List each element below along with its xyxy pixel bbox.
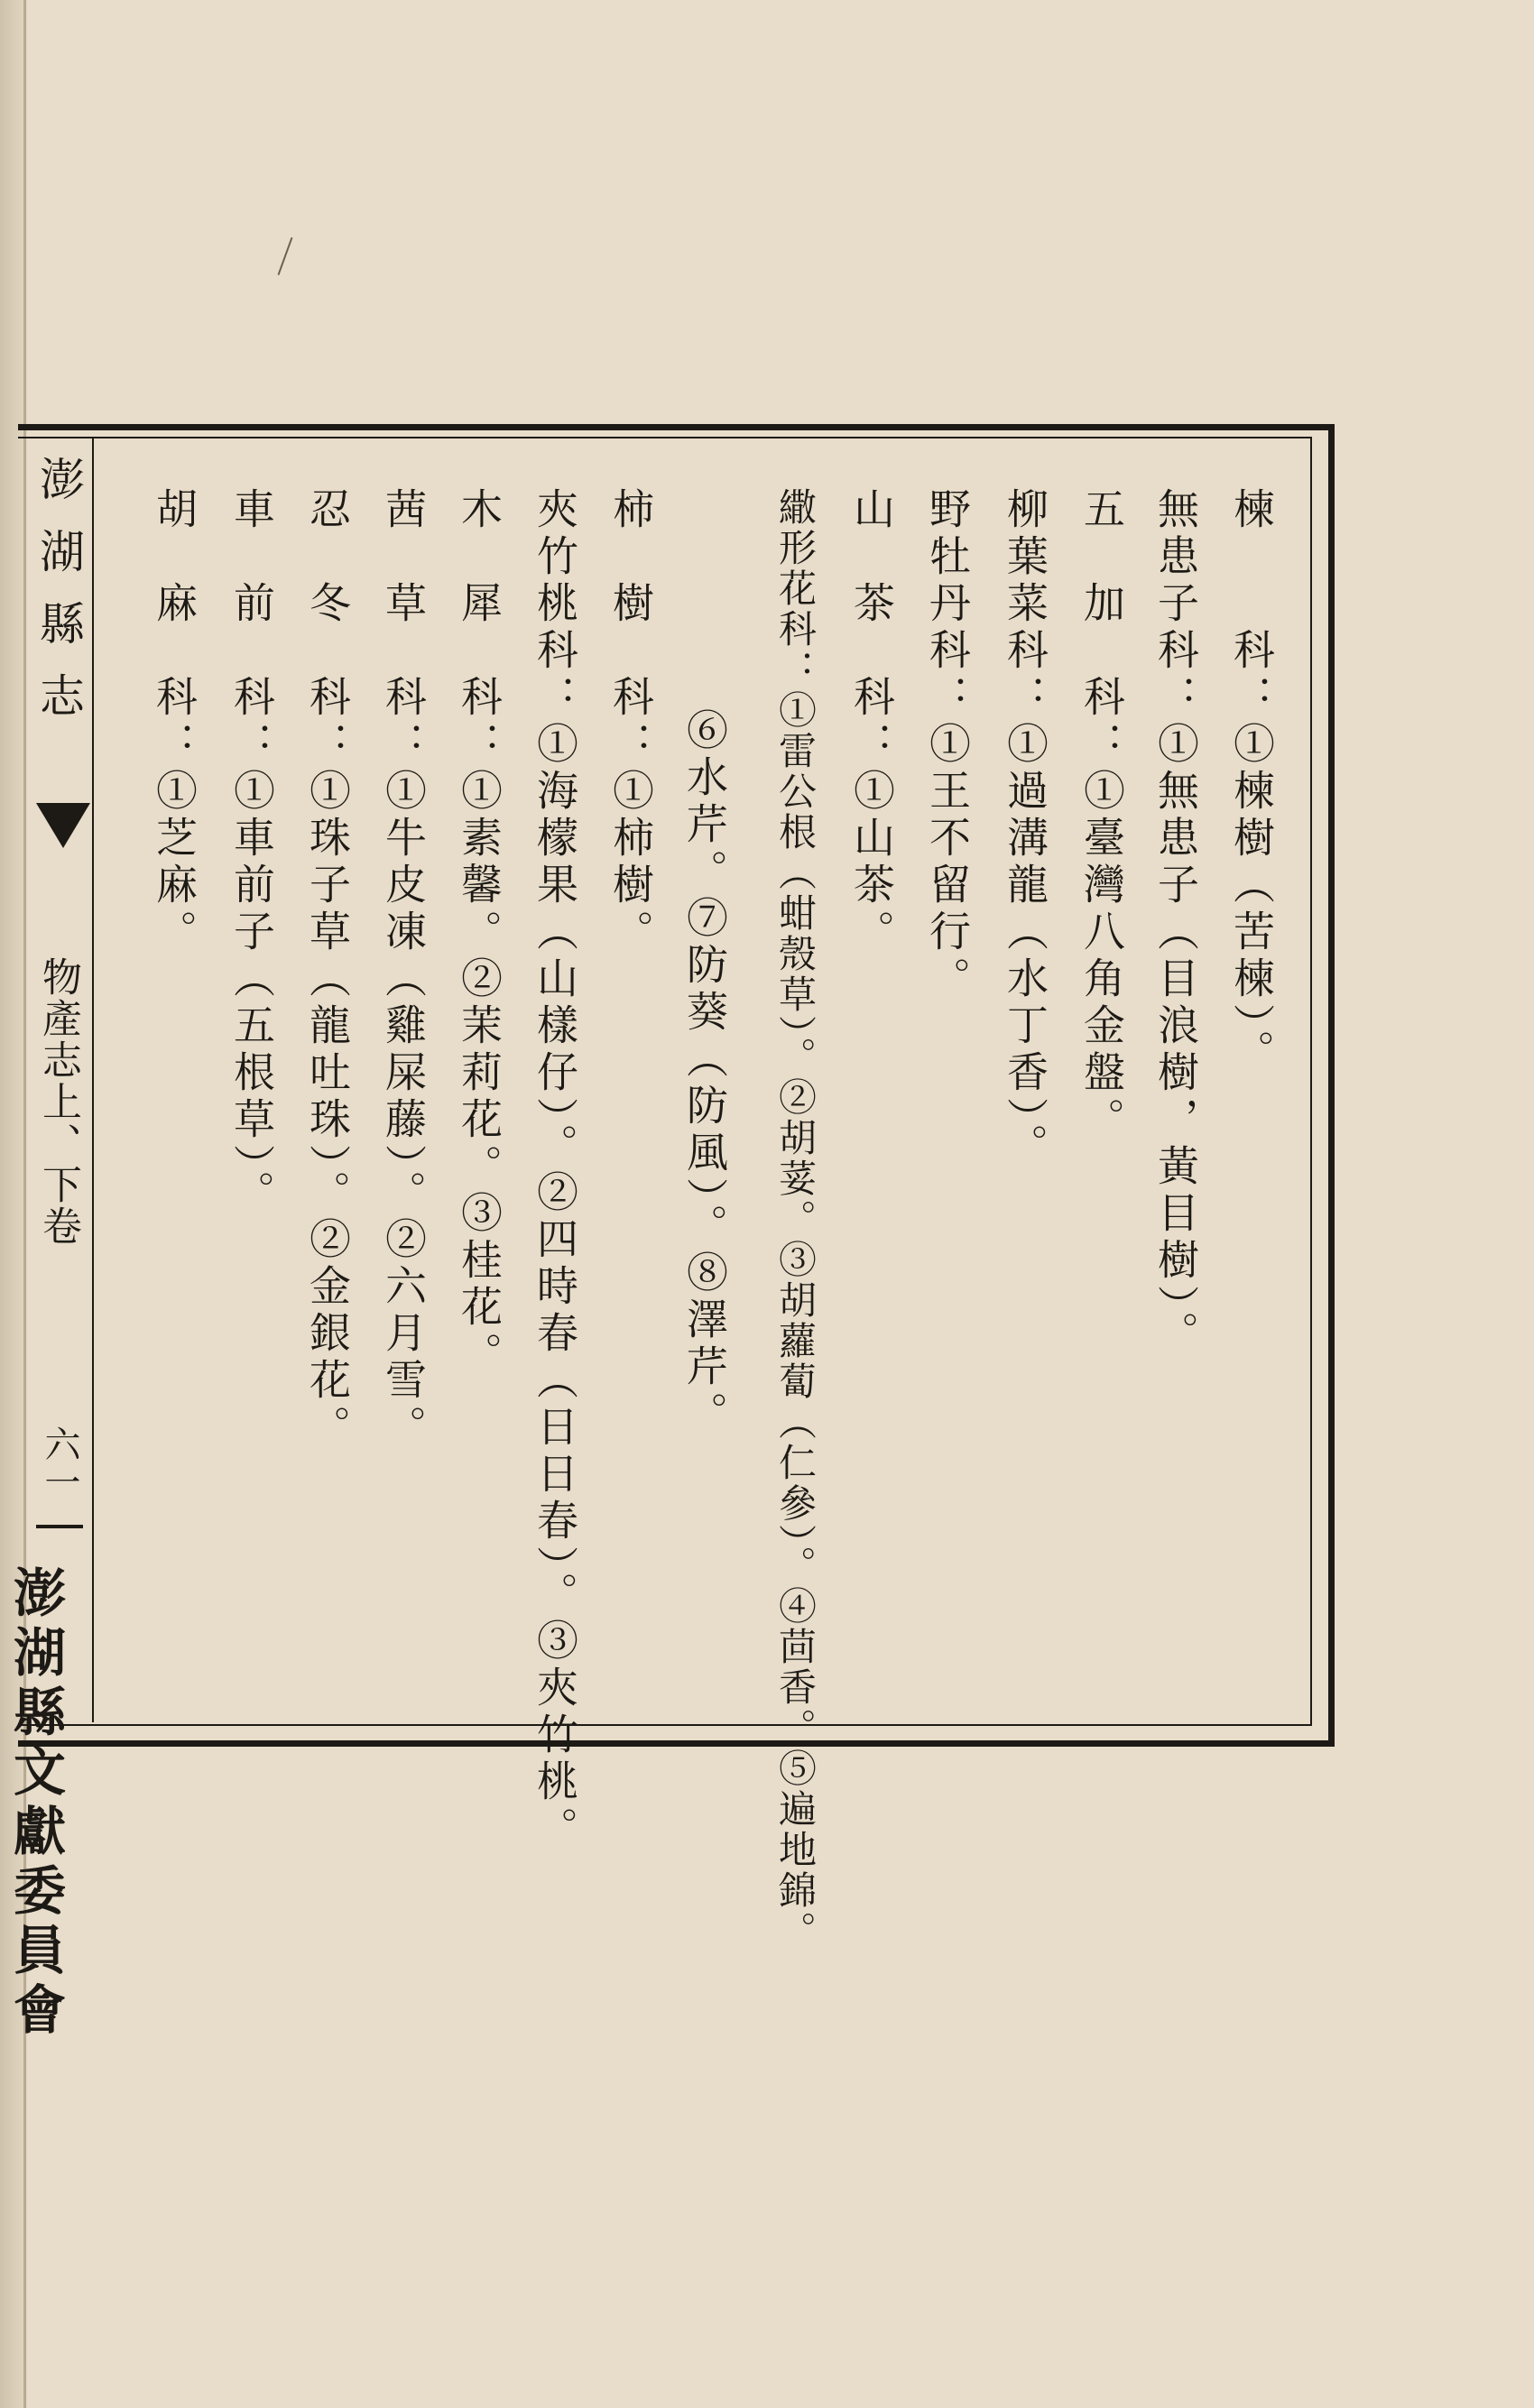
margin-rule — [92, 437, 94, 1722]
text-column: 五 加 科：①臺灣八角金盤。 — [1077, 487, 1126, 1144]
text-column: 車 前 科：①車前子（五根草）。 — [227, 487, 276, 1217]
page-number: 六一 — [39, 1425, 80, 1501]
stray-mark — [278, 237, 293, 275]
text-column: 柿 樹 科：①柿樹。 — [606, 487, 655, 956]
text-column: 無患子科：①無患子（目浪樹，黃目樹）。 — [1151, 487, 1200, 1358]
text-column: 茜 草 科：①牛皮凍（雞屎藤）。②六月雪。 — [379, 487, 428, 1452]
text-column: 山 茶 科：①山茶。 — [847, 487, 896, 956]
book-title: 澎湖縣志 — [32, 456, 85, 744]
text-column-continuation: ⑥水芹。⑦防葵（防風）。⑧澤芹。 — [680, 708, 729, 1438]
fishtail-ornament — [36, 803, 90, 848]
section-title: 物產志上、下卷 — [35, 956, 81, 1247]
text-column: 野牡丹科：①王不留行。 — [923, 487, 972, 1003]
margin-tick — [36, 1525, 83, 1528]
text-column: 胡 麻 科：①芝麻。 — [150, 487, 199, 956]
text-column: 夾竹桃科：①海檬果（山樣仔）。②四時春（日日春）。③夾竹桃。 — [531, 487, 579, 1853]
text-column: 繖形花科：①雷公根（蚶殼草）。②胡荽。③胡蘿蔔（仁參）。④茴香。⑤遍地錦。 — [773, 487, 818, 1951]
text-column: 柳葉菜科：①過溝龍（水丁香）。 — [1001, 487, 1049, 1170]
text-column: 楝 科：①楝樹（苦楝）。 — [1227, 487, 1276, 1076]
text-column: 忍 冬 科：①珠子草（龍吐珠）。②金銀花。 — [303, 487, 352, 1452]
publisher-name: 澎湖縣文獻委員會 — [5, 1565, 66, 2042]
text-column: 木 犀 科：①素馨。②茉莉花。③桂花。 — [455, 487, 504, 1379]
